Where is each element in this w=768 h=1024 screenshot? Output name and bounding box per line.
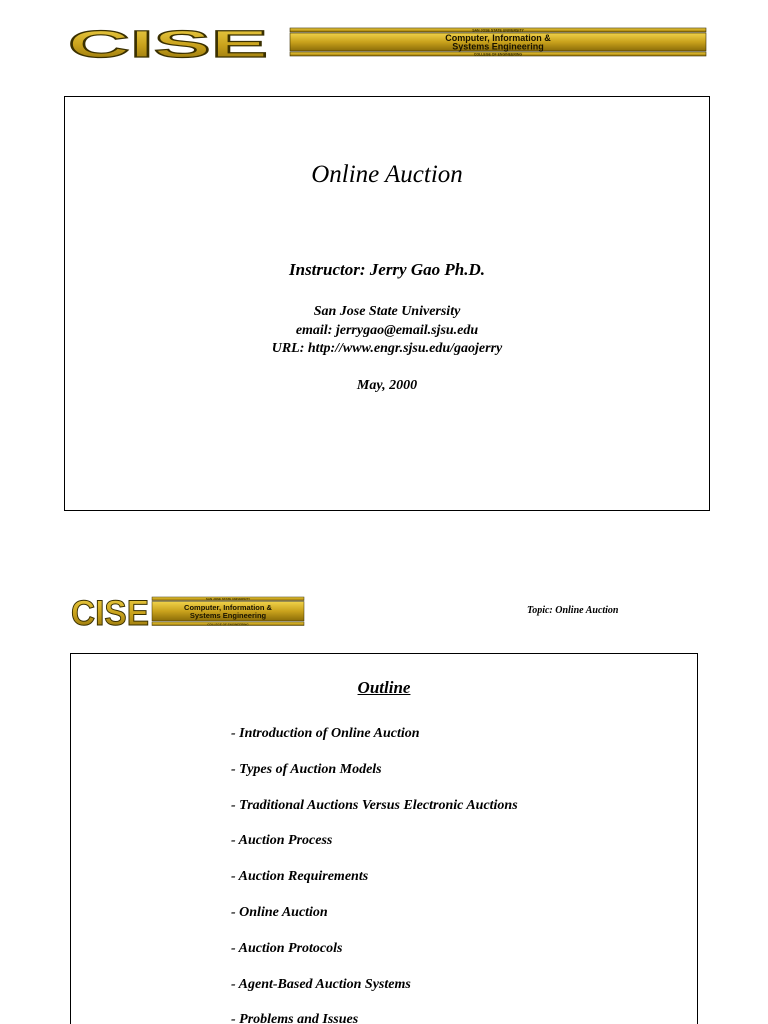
topic-label: Topic: Online Auction [527,605,619,616]
list-item: - Introduction of Online Auction [231,726,420,741]
university-name: San Jose State University [313,304,461,319]
title-slide [64,96,710,511]
list-item: - Types of Auction Models [231,761,382,777]
list-item: - Auction Process [231,833,333,849]
list-item: - Auction Requirements [231,869,369,885]
list-item: - Traditional Auctions Versus Electronic Auctions [231,797,518,813]
contact-info [65,303,709,359]
list-item: - Agent-Based Auction Systems [231,976,411,992]
slide-date: May, 2000 [356,378,418,393]
url-text: URL: http://www.engr.sjsu.edu/gaojerry [271,341,503,356]
logo-top-band: SAN JOSE STATE UNIVERSITY [205,597,251,601]
logo-line2: Systems Engineering [452,41,544,52]
outline-title: Outline [357,678,411,697]
logo-line1: Computer, Information & [445,33,551,43]
cise-logo-large [66,26,708,60]
logo-bottom-band: COLLEGE OF ENGINEERING [207,622,249,627]
logo-line1: Computer, Information & [184,603,272,612]
logo-line2: Systems Engineering [189,611,267,620]
email-text: email: jerrygao@email.sjsu.edu [295,322,479,338]
logo-bottom-band: COLLEGE OF ENGINEERING [473,52,523,57]
list-item: - Problems and Issues [231,1012,359,1024]
list-item: - Auction Protocols [231,940,343,956]
instructor-name: Instructor: Jerry Gao Ph.D. [289,260,485,279]
logo-top-band: SAN JOSE STATE UNIVERSITY [472,28,524,33]
outline-list [231,726,518,1024]
logo-letters: CISE [71,595,149,628]
slide-title: Online Auction [311,161,463,188]
outline-slide [70,653,698,1024]
list-item: - Online Auction [231,904,328,920]
logo-letters: CISE [68,26,268,60]
cise-logo-small [70,595,306,628]
